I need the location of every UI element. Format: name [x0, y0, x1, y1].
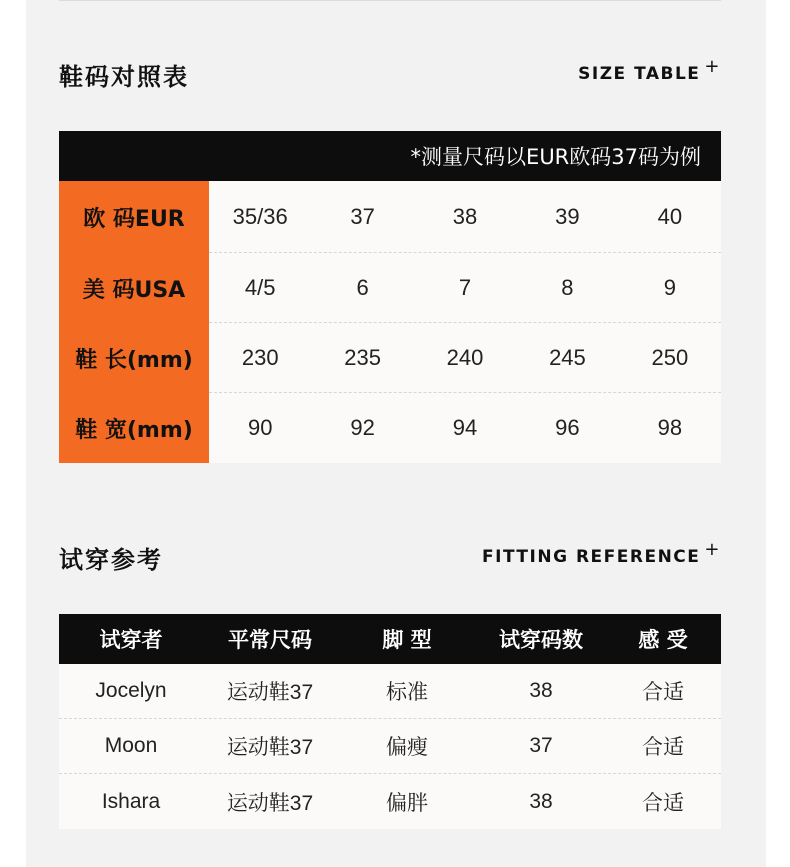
fitting-section-subtitle-text: FITTING REFERENCE	[482, 547, 701, 567]
size-section-title: 鞋码对照表	[59, 62, 189, 91]
table-row	[59, 664, 721, 719]
usual-size: 运动鞋37	[226, 681, 314, 704]
size-cell: 98	[657, 415, 683, 440]
size-section-subtitle-text: SIZE TABLE	[578, 64, 701, 84]
size-values-grid	[209, 181, 721, 463]
usual-size: 运动鞋37	[226, 791, 314, 815]
size-cell: 4/5	[244, 274, 276, 300]
size-cell: 245	[549, 344, 586, 370]
column-header-foot-type: 脚 型	[382, 628, 432, 652]
size-cell: 92	[350, 415, 375, 440]
fitting-table	[59, 614, 721, 829]
fitting-section-header	[59, 537, 721, 577]
size-cell: 39	[555, 203, 580, 229]
size-cell: 8	[561, 274, 574, 300]
tried-size: 38	[529, 789, 553, 813]
feeling: 合适	[642, 681, 684, 704]
size-cell: 240	[446, 344, 484, 370]
size-cell: 38	[452, 203, 478, 229]
size-section-subtitle	[578, 56, 721, 84]
foot-type: 偏瘦	[386, 736, 428, 759]
table-row	[59, 774, 721, 829]
foot-type: 标准	[386, 681, 428, 704]
size-row-label-usa: 美 码USA	[82, 277, 186, 303]
size-cell: 235	[344, 344, 381, 370]
tester-name: Ishara	[101, 789, 161, 813]
tester-name: Moon	[104, 734, 158, 757]
table-row	[209, 323, 721, 393]
tester-name: Jocelyn	[95, 679, 167, 702]
tried-size: 37	[529, 734, 553, 757]
column-header-usual-size: 平常尺码	[228, 628, 312, 652]
size-cell: 230	[241, 344, 279, 370]
size-cell: 6	[356, 274, 369, 300]
size-row-label-length: 鞋 长(mm)	[75, 347, 193, 373]
foot-type: 偏胖	[386, 791, 428, 815]
table-row	[209, 253, 721, 323]
size-cell: 37	[350, 203, 375, 229]
column-header-feeling: 感 受	[638, 628, 688, 652]
feeling: 合适	[642, 791, 684, 815]
top-divider	[59, 0, 721, 1]
size-cell: 94	[452, 415, 478, 440]
fitting-table-header	[59, 614, 721, 664]
usual-size: 运动鞋37	[226, 736, 314, 759]
table-row	[209, 393, 721, 463]
size-cell: 35/36	[232, 203, 288, 229]
size-row-labels	[59, 181, 209, 463]
plus-icon: +	[704, 56, 721, 77]
size-cell: 7	[458, 274, 472, 300]
column-header-tried-size: 试穿码数	[499, 628, 583, 652]
fitting-table-body	[59, 664, 721, 829]
size-cell: 250	[651, 344, 689, 370]
size-row-label-eur: 欧 码EUR	[83, 206, 185, 232]
plus-icon: +	[704, 539, 721, 560]
size-table	[59, 131, 721, 463]
feeling: 合适	[642, 736, 684, 759]
size-row-label-width: 鞋 宽(mm)	[75, 417, 193, 443]
fitting-section-title: 试穿参考	[59, 545, 163, 574]
size-section-header	[59, 54, 721, 94]
size-cell: 90	[247, 415, 273, 440]
table-row	[209, 181, 721, 253]
size-cell: 9	[663, 274, 676, 300]
size-table-banner: *测量尺码以EUR欧码37码为例	[59, 131, 721, 181]
table-row	[59, 719, 721, 774]
column-header-tester: 试穿者	[99, 628, 163, 652]
size-cell: 96	[555, 415, 580, 440]
size-cell: 40	[657, 203, 683, 229]
tried-size: 38	[529, 679, 553, 702]
fitting-section-subtitle	[482, 539, 721, 567]
